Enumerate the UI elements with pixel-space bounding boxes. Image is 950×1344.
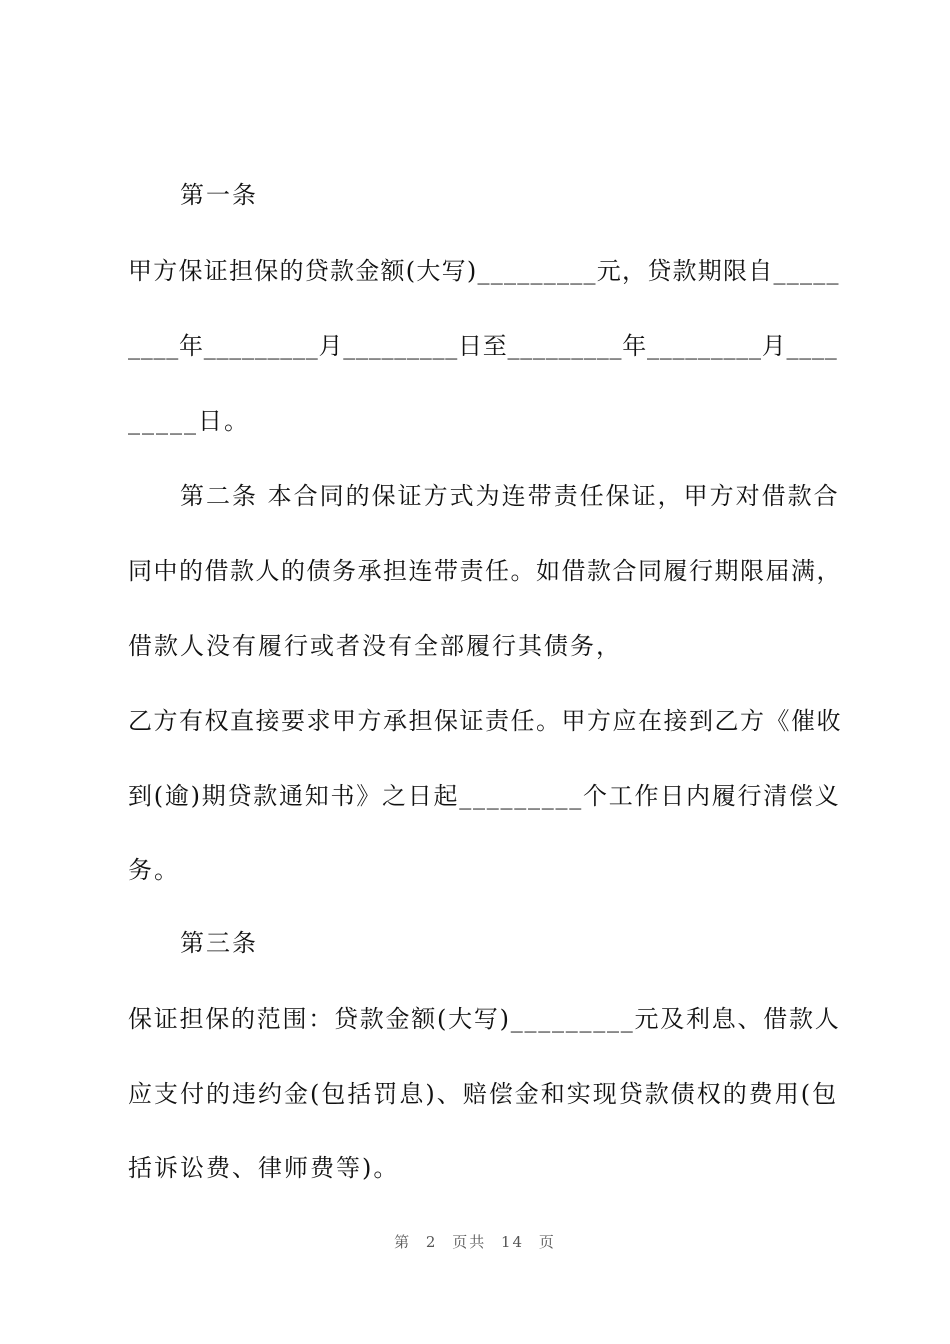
paragraph-line: 乙方有权直接要求甲方承担保证责任。甲方应在接到乙方《催收 [128,707,842,735]
paragraph-line: 甲方保证担保的贷款金额(大写)_________元，贷款期限自_____ [128,257,840,285]
page-number-footer: 第 2 页共 14 页 [394,1233,556,1251]
paragraph-line: 到(逾)期贷款通知书》之日起_________个工作日内履行清偿义 [128,782,841,810]
paragraph-line: 保证担保的范围：贷款金额(大写)_________元及利息、借款人 [128,1005,841,1033]
paragraph-line: 括诉讼费、律师费等)。 [128,1154,400,1182]
paragraph-line: 务。 [128,856,180,884]
article-2-line: 第二条 本合同的保证方式为连带责任保证，甲方对借款合 [180,482,840,510]
paragraph-line: ____年_________月_________日至_________年_________月____ [128,332,838,360]
article-3-heading: 第三条 [180,929,258,957]
paragraph-line: 应支付的违约金(包括罚息)、赔偿金和实现贷款债权的费用(包 [128,1080,839,1108]
paragraph-line: _____日。 [128,407,250,435]
article-1-heading: 第一条 [180,181,258,209]
paragraph-line: 借款人没有履行或者没有全部履行其债务， [128,632,622,660]
paragraph-line: 同中的借款人的债务承担连带责任。如借款合同履行期限届满， [128,557,842,585]
